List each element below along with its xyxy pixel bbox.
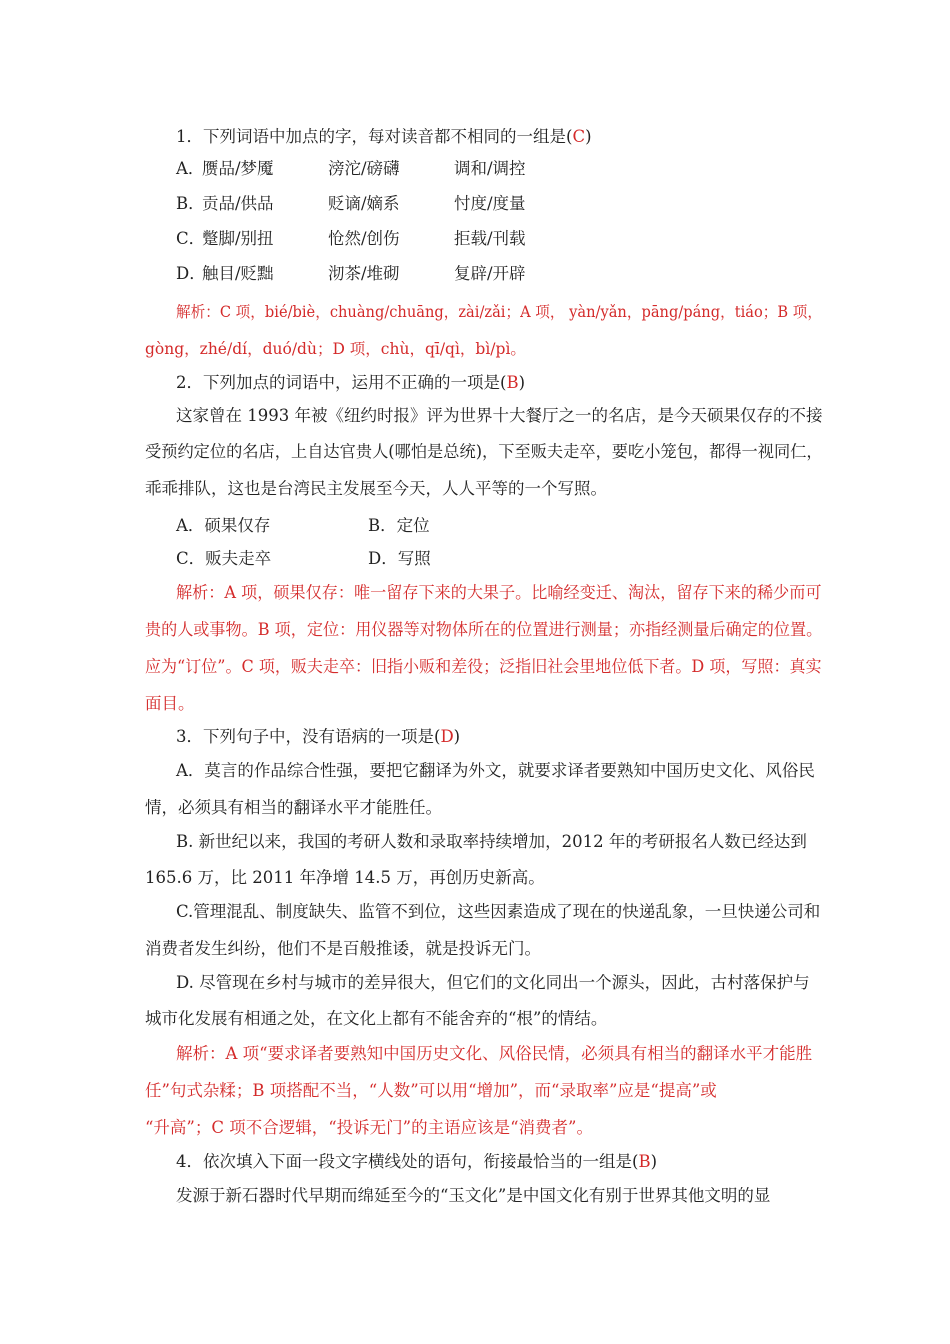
q1-analysis-line-1: 解析：C 项，bié/biè，chuàng/chuāng，zài/zǎi；A 项， yàn/yǎn，pāng/páng，tiáo；B 项，	[176, 303, 822, 321]
q2-analysis-line-3: 应为“订位”。C 项，贩夫走卒：旧指小贩和差役；泛指旧社会里地位低下者。D 项，写照：真实	[145, 657, 822, 676]
q2-option-a: A．硕果仅存	[176, 516, 271, 535]
q1-option-c: C． 蹩脚/别扭 怆然/创伤 拒载/刊载	[176, 229, 526, 248]
q2-answer: B	[506, 373, 519, 392]
q3-analysis-line-2: 任”句式杂糅；B 项搭配不当，“人数”可以用“增加”，而“录取率”应是“提高”或	[145, 1081, 717, 1100]
q2-analysis-line-1: 解析：A 项，硕果仅存：唯一留存下来的大果子。比喻经变迁、淘汰，留存下来的稀少而可	[176, 583, 822, 602]
q1-option-d: D． 触目/贬黜 沏茶/堆砌 复辟/开辟	[176, 264, 526, 283]
q3-analysis-line-3: “升高”；C 项不合逻辑，“投诉无门”的主语应该是“消费者”。	[145, 1118, 593, 1137]
q3-option-b-line-2: 165.6 万，比 2011 年净增 14.5 万，再创历史新高。	[145, 868, 545, 887]
q2-passage-line-1: 这家曾在 1993 年被《纽约时报》评为世界十大餐厅之一的名店，是今天硕果仅存的不接	[176, 406, 823, 425]
q2-options-row-1	[176, 515, 576, 537]
q3-option-d-line-1: D. 尽管现在乡村与城市的差异很大，但它们的文化同出一个源头，因此，古村落保护与	[176, 973, 810, 992]
q4-stem: 4．依次填入下面一段文字横线处的语句，衔接最恰当的一组是(B)	[176, 1152, 658, 1171]
q4-answer: B	[638, 1152, 651, 1171]
q1-answer: C	[572, 127, 586, 146]
q2-analysis-line-2: 贵的人或事物。B 项，定位：用仪器等对物体所在的位置进行测量；亦指经测量后确定的位置。	[145, 620, 823, 639]
q3-option-b-line-1: B. 新世纪以来，我国的考研人数和录取率持续增加，2012 年的考研报名人数已经达到	[176, 832, 807, 851]
q1-stem: 1．下列词语中加点的字，每对读音都不相同的一组是(C)	[176, 127, 592, 146]
q2-passage-line-3: 乖乖排队，这也是台湾民主发展至今天，人人平等的一个写照。	[145, 479, 607, 498]
q2-analysis-line-4: 面目。	[145, 694, 195, 713]
q2-stem: 2．下列加点的词语中，运用不正确的一项是(B)	[176, 373, 526, 392]
q2-options-row-2	[176, 548, 576, 570]
q3-option-d-line-2: 城市化发展有相通之处，在文化上都有不能舍弃的“根”的情结。	[145, 1009, 608, 1028]
q3-stem: 3．下列句子中，没有语病的一项是(D)	[176, 727, 461, 746]
q3-option-a-line-2: 情，必须具有相当的翻译水平才能胜任。	[145, 798, 442, 817]
q2-option-d: D．写照	[368, 549, 431, 568]
q3-answer: D	[440, 727, 454, 746]
q3-analysis-line-1: 解析：A 项“要求译者要熟知中国历史文化、风俗民情，必须具有相当的翻译水平才能胜	[176, 1044, 813, 1063]
q4-passage-line-1: 发源于新石器时代早期而绵延至今的“玉文化”是中国文化有别于世界其他文明的显	[176, 1186, 771, 1205]
q1-analysis-line-2: gòng，zhé/dí，duó/dù；D 项，chù，qī/qì，bì/pì。	[145, 340, 526, 358]
q2-option-b: B．定位	[368, 516, 430, 535]
q3-option-c-line-1: C.管理混乱、制度缺失、监管不到位，这些因素造成了现在的快递乱象，一旦快递公司和	[176, 902, 821, 921]
q1-option-b: B． 贡品/供品 贬谪/嫡系 忖度/度量	[176, 194, 526, 213]
q1-option-a: A． 赝品/梦魇 滂沱/磅礴 调和/调控	[176, 159, 526, 178]
q2-option-c: C．贩夫走卒	[176, 549, 272, 568]
q3-option-a-line-1: A．莫言的作品综合性强，要把它翻译为外文，就要求译者要熟知中国历史文化、风俗民	[176, 761, 815, 780]
q2-passage-line-2: 受预约定位的名店，上自达官贵人(哪怕是总统)，下至贩夫走卒，要吃小笼包，都得一视同仁，	[145, 442, 823, 461]
q3-option-c-line-2: 消费者发生纠纷，他们不是百般推诿，就是投诉无门。	[145, 939, 541, 958]
